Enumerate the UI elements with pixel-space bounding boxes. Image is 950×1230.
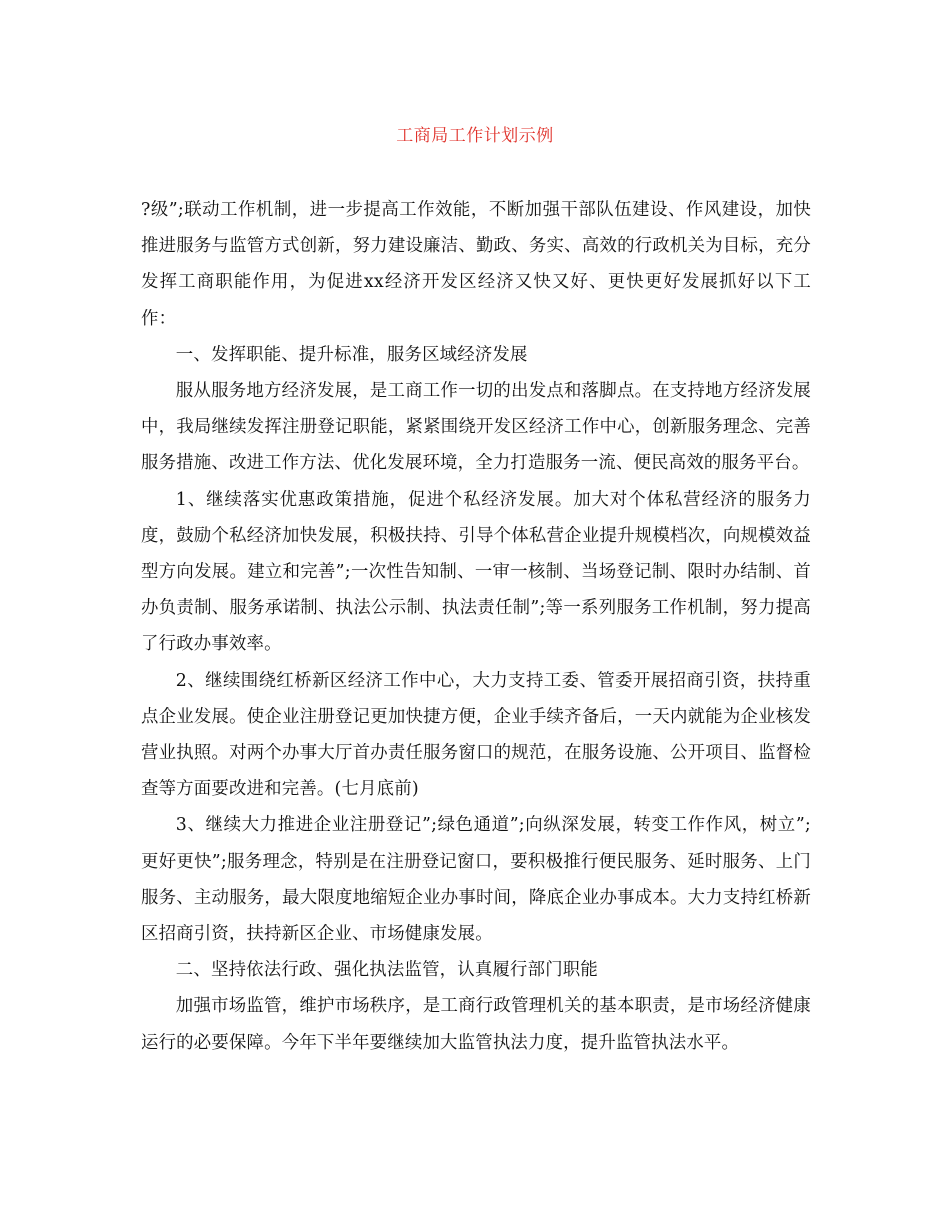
document-body <box>141 192 811 1061</box>
section-heading-1: 一、发挥职能、提升标准，服务区域经济发展 <box>175 344 528 365</box>
paragraph-item-2: 2、继续围绕红桥新区经济工作中心，大力支持工委、管委开展招商引资，扶持重点企业发展。使企业注册登记更加快捷方便，企业手续齐备后，一天内就能为企业核发营业执照。对两个办事大厅首办责任服务窗口的规范，在服务设施、公开项目、监督检查等方面要改进和完善。(七月底前) <box>141 670 811 800</box>
document-title: 工商局工作计划示例 <box>396 126 554 146</box>
paragraph-section-2-intro: 加强市场监管，维护市场秩序，是工商行政管理机关的基本职责，是市场经济健康运行的必要保障。今年下半年要继续加大监管执法力度，提升监管执法水平。 <box>141 996 811 1053</box>
paragraph-item-1: 1、继续落实优惠政策措施，促进个私经济发展。加大对个体私营经济的服务力度，鼓励个私经济加快发展，积极扶持、引导个体私营企业提升规模档次，向规模效益型方向发展。建立和完善”;一次性告知制、一审一核制、当场登记制、限时办结制、首办负责制、服务承诺制、执法公示制、执法责任制”;等一系列服务工作机制，努力提高了行政办事效率。 <box>141 489 811 655</box>
section-heading-2: 二、坚持依法行政、强化执法监管，认真履行部门职能 <box>175 960 598 981</box>
paragraph-intro: ?级”;联动工作机制，进一步提高工作效能，不断加强干部队伍建设、作风建设，加快推进服务与监管方式创新，努力建设廉洁、勤政、务实、高效的行政机关为目标，充分发挥工商职能作用，为促进xx经济开发区经济又快又好、更快更好发展抓好以下工作： <box>141 200 811 329</box>
paragraph-item-3: 3、继续大力推进企业注册登记”;绿色通道”;向纵深发展，转变工作作风，树立”;更好更快”;服务理念，特别是在注册登记窗口，要积极推行便民服务、延时服务、上门服务、主动服务，最大限度地缩短企业办事时间，降底企业办事成本。大力支持红桥新区招商引资，扶持新区企业、市场健康发展。 <box>141 815 811 945</box>
paragraph-section-1-intro: 服从服务地方经济发展，是工商工作一切的出发点和落脚点。在支持地方经济发展中，我局继续发挥注册登记职能，紧紧围绕开发区经济工作中心，创新服务理念、完善服务措施、改进工作方法、优化发展环境，全力打造服务一流、便民高效的服务平台。 <box>141 381 811 474</box>
